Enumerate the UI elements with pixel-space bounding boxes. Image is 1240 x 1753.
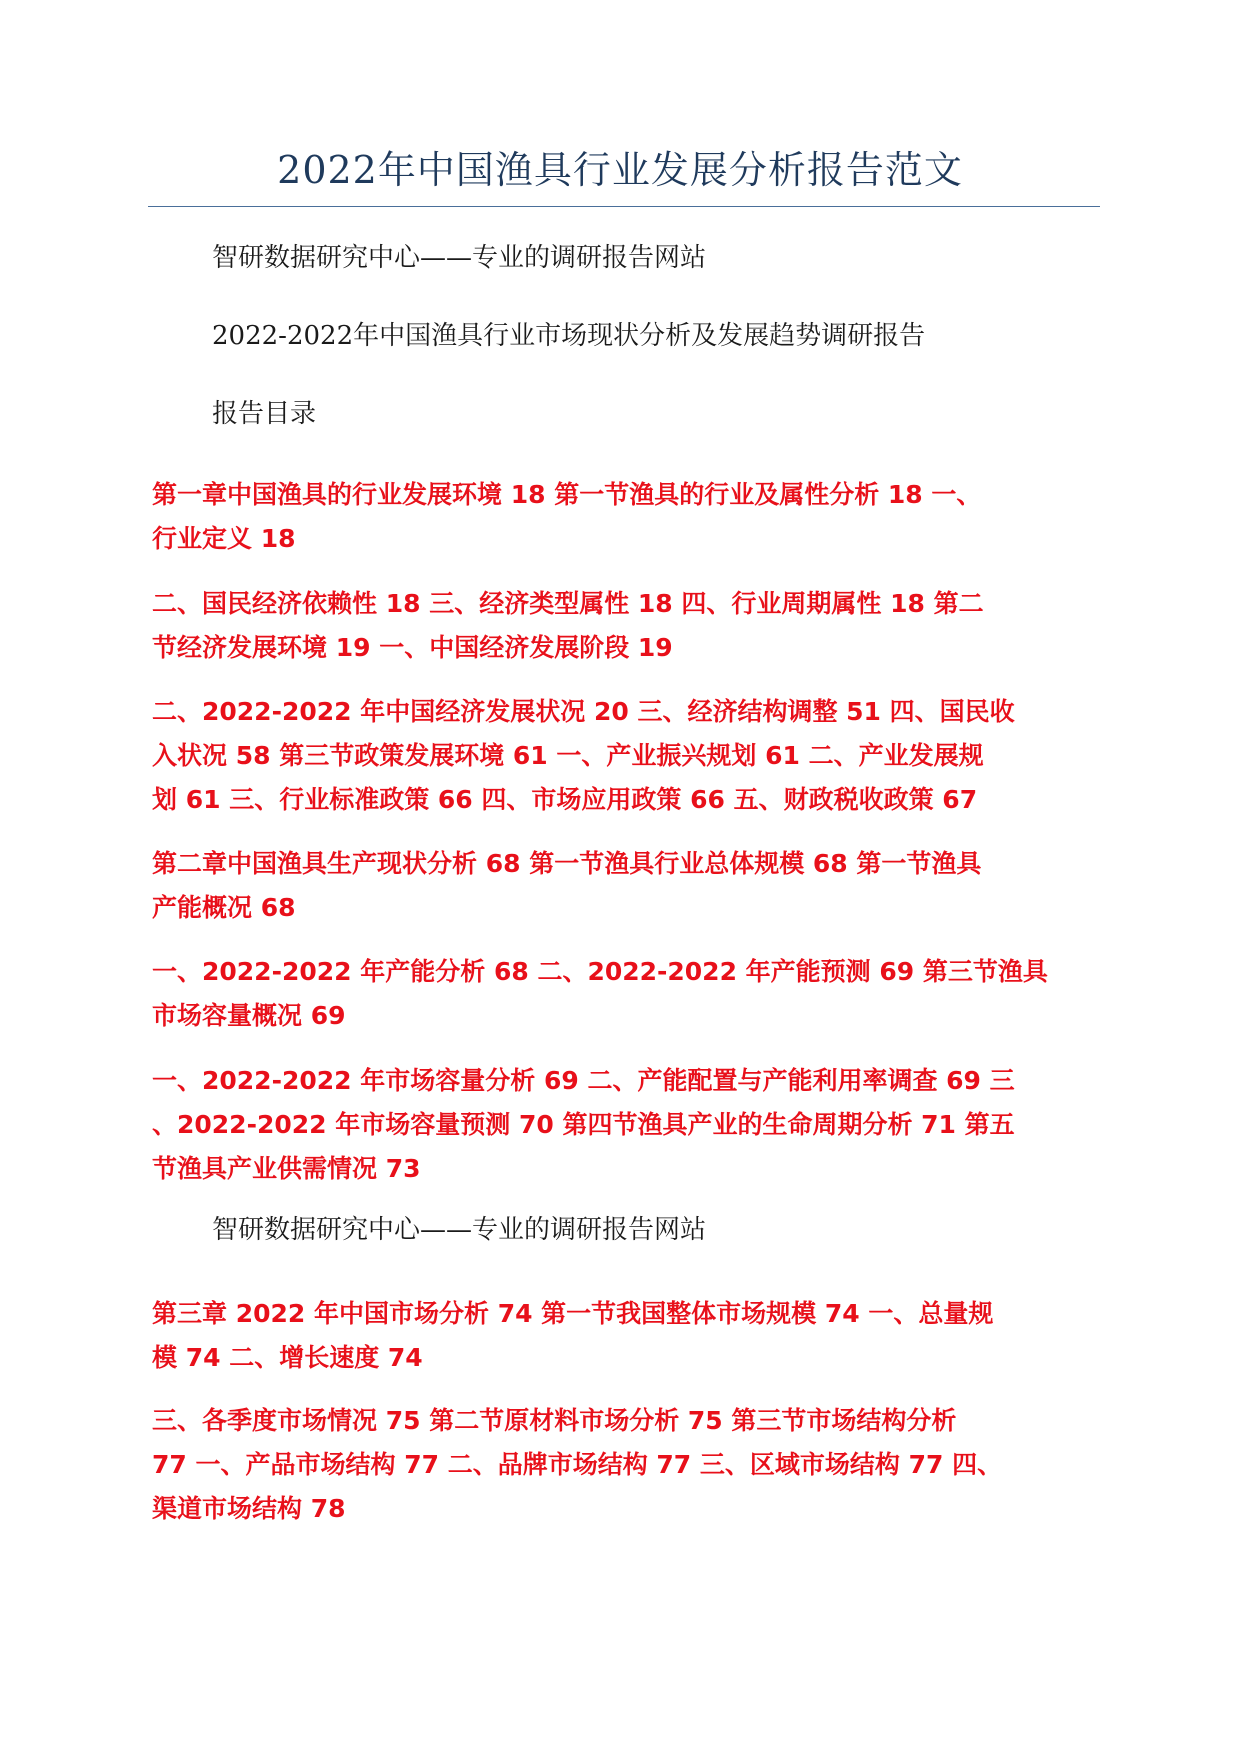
toc-line: 、2022-2022 年市场容量预测 70 第四节渔具产业的生命周期分析 71 第五 [152, 1110, 1015, 1139]
report-name: 2022-2022年中国渔具行业市场现状分析及发展趋势调研报告 [212, 321, 926, 351]
toc-line: 第一章中国渔具的行业发展环境 18 第一节渔具的行业及属性分析 18 一、 [152, 480, 982, 509]
toc-line: 行业定义 18 [152, 524, 296, 553]
toc-block [152, 1292, 1092, 1380]
toc-block [152, 582, 1092, 670]
toc-line: 节经济发展环境 19 一、中国经济发展阶段 19 [152, 633, 673, 662]
toc-line: 市场容量概况 69 [152, 1001, 346, 1030]
source-line: 智研数据研究中心——专业的调研报告网站 [212, 1215, 707, 1245]
toc-line: 二、国民经济依赖性 18 三、经济类型属性 18 四、行业周期属性 18 第二 [152, 589, 984, 618]
page-title: 2022年中国渔具行业发展分析报告范文 [277, 148, 963, 192]
toc-line: 一、2022-2022 年市场容量分析 69 二、产能配置与产能利用率调查 69 三 [152, 1066, 1015, 1095]
toc-block [152, 690, 1092, 822]
toc-line: 节渔具产业供需情况 73 [152, 1154, 421, 1183]
toc-line: 模 74 二、增长速度 74 [152, 1343, 423, 1372]
toc-line: 一、2022-2022 年产能分析 68 二、2022-2022 年产能预测 69 第三节渔具 [152, 957, 1048, 986]
toc-block [152, 473, 1092, 561]
toc-line: 渠道市场结构 78 [152, 1494, 346, 1523]
toc-block [152, 842, 1092, 930]
toc-block [152, 1059, 1092, 1191]
toc-line: 入状况 58 第三节政策发展环境 61 一、产业振兴规划 61 二、产业发展规 [152, 741, 984, 770]
toc-line: 第三章 2022 年中国市场分析 74 第一节我国整体市场规模 74 一、总量规 [152, 1299, 994, 1328]
toc-line: 77 一、产品市场结构 77 二、品牌市场结构 77 三、区域市场结构 77 四、 [152, 1450, 1003, 1479]
toc-block [152, 1399, 1092, 1531]
toc-heading: 报告目录 [212, 399, 317, 429]
toc-line: 二、2022-2022 年中国经济发展状况 20 三、经济结构调整 51 四、国民收 [152, 697, 1015, 726]
toc-line: 划 61 三、行业标准政策 66 四、市场应用政策 66 五、财政税收政策 67 [152, 785, 978, 814]
toc-line: 产能概况 68 [152, 893, 296, 922]
source-line: 智研数据研究中心——专业的调研报告网站 [212, 243, 707, 273]
toc-block [152, 950, 1092, 1038]
toc-line: 第二章中国渔具生产现状分析 68 第一节渔具行业总体规模 68 第一节渔具 [152, 849, 982, 878]
toc-line: 三、各季度市场情况 75 第二节原材料市场分析 75 第三节市场结构分析 [152, 1406, 957, 1435]
title-divider [148, 206, 1100, 207]
